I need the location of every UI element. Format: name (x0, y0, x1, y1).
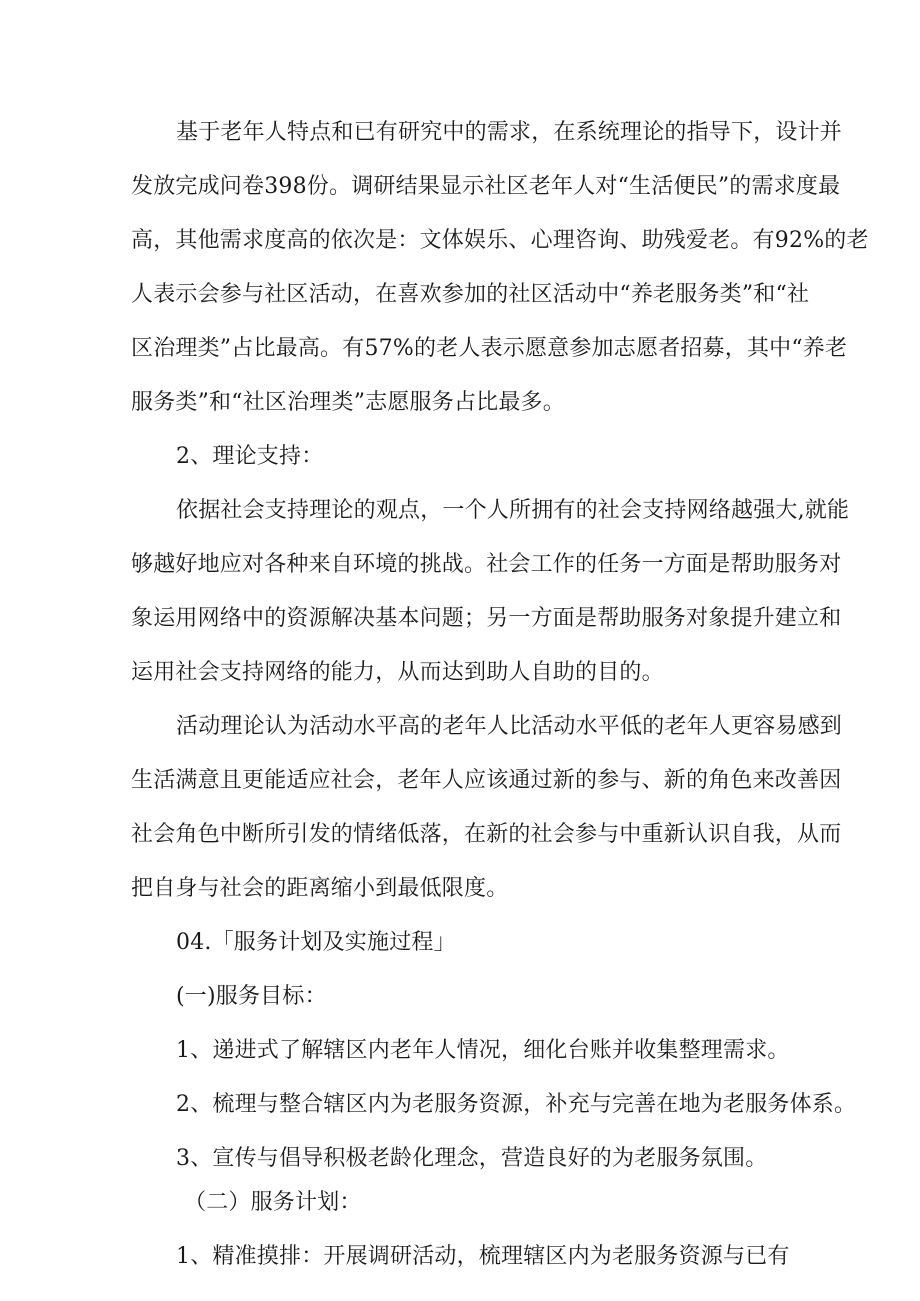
section-heading-plan: 04.「服务计划及实施过程」 (176, 930, 456, 955)
plan-heading: （二）服务计划： (184, 1190, 362, 1215)
para2-line2: 够越好地应对各种来自环境的挑战。社会工作的任务一方面是帮助服务对 (131, 552, 842, 577)
para1-line4: 人表示会参与社区活动，在喜欢参加的社区活动中“养老服务类”和“社 (131, 282, 810, 307)
para1-line3: 高，其他需求度高的依次是：文体娱乐、心理咨询、助残爱老。有92%的老 (131, 228, 869, 253)
goal-item-2: 2、梳理与整合辖区内为老服务资源，补充与完善在地为老服务体系。 (176, 1092, 857, 1117)
para3-line1: 活动理论认为活动水平高的老年人比活动水平低的老年人更容易感到 (176, 714, 843, 739)
para1-line6: 服务类”和“社区治理类”志愿服务占比最多。 (131, 390, 565, 415)
section-heading-theory: 2、理论支持： (176, 444, 324, 469)
para1-line1: 基于老年人特点和已有研究中的需求，在系统理论的指导下，设计并 (176, 120, 843, 145)
goal-item-3: 3、宣传与倡导积极老龄化理念，营造良好的为老服务氛围。 (176, 1146, 768, 1171)
para1-line5: 区治理类”占比最高。有57%的老人表示愿意参加志愿者招募，其中“养老 (131, 336, 848, 361)
goal-item-1: 1、递进式了解辖区内老年人情况，细化台账并收集整理需求。 (176, 1038, 790, 1063)
para2-line3: 象运用网络中的资源解决基本问题；另一方面是帮助服务对象提升建立和 (131, 606, 842, 631)
plan-item-1: 1、精准摸排：开展调研活动，梳理辖区内为老服务资源与已有 (176, 1244, 790, 1269)
para3-line4: 把自身与社会的距离缩小到最低限度。 (131, 876, 509, 901)
goals-heading: (一)服务目标： (176, 984, 327, 1009)
para3-line3: 社会角色中断所引发的情绪低落，在新的社会参与中重新认识自我，从而 (131, 822, 842, 847)
para1-line2: 发放完成问卷398份。调研结果显示社区老年人对“生活便民”的需求度最 (131, 174, 841, 199)
para2-line1: 依据社会支持理论的观点，一个人所拥有的社会支持网络越强大,就能 (176, 498, 850, 523)
para3-line2: 生活满意且更能适应社会，老年人应该通过新的参与、新的角色来改善因 (131, 768, 842, 793)
para2-line4: 运用社会支持网络的能力，从而达到助人自助的目的。 (131, 660, 664, 685)
